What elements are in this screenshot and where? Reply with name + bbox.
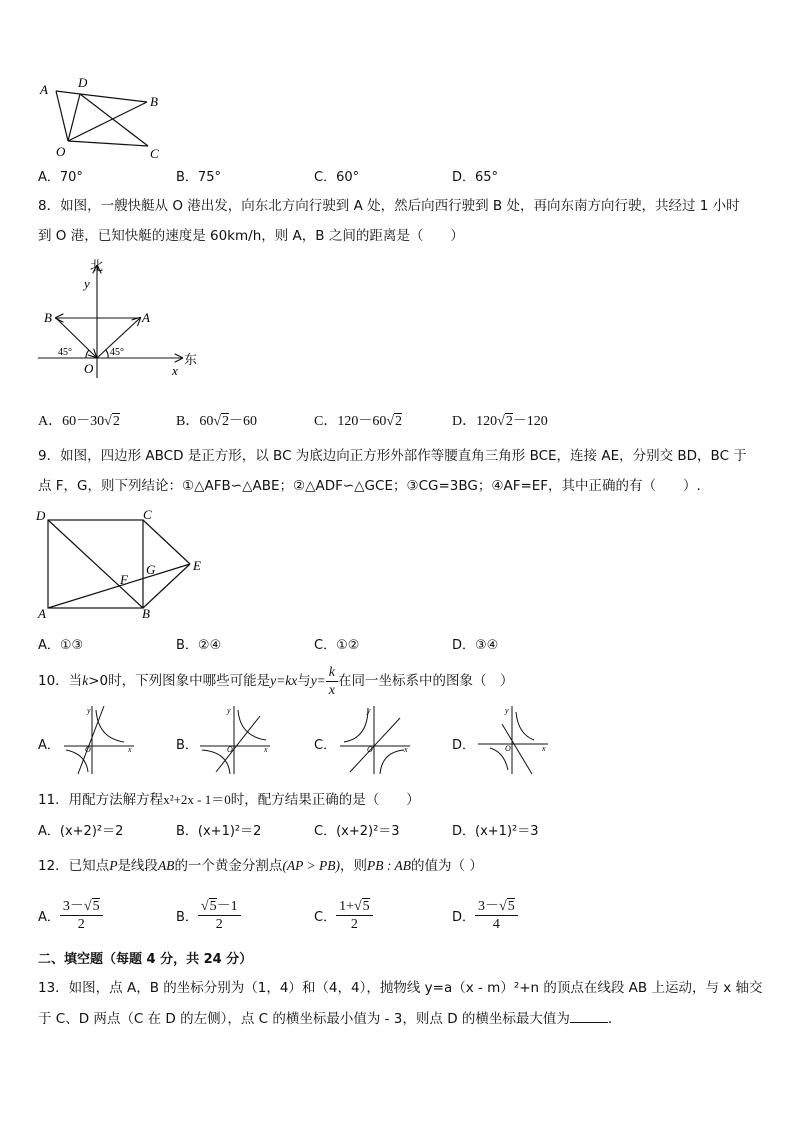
q8-option-d: D．120√2－120 (452, 414, 548, 429)
q10-graph-c (338, 704, 416, 776)
q8-angle-right: 45° (110, 347, 124, 358)
q8-y-label: y (84, 276, 90, 291)
q13-text-line2: 于 C、D 两点（C 在 D 的左侧），点 C 的横坐标最小值为 - 3，则点 D 的横坐标最大值为 . (38, 1008, 612, 1029)
q9-label-a: A (38, 606, 46, 621)
q8-option-a: A．60－30√2 (38, 414, 120, 429)
svg-text:x: x (404, 745, 408, 754)
q12-text: 12．已知点P是线段AB的一个黄金分割点(AP > PB)，则PB : AB的值为（ ） (38, 858, 483, 874)
q9-option-b: B．②④ (176, 638, 222, 653)
q10-text: 10．当k>0时，下列图象中哪些可能是y=kx与y= $\frac{k}{x}$ 在同一坐标系中的图象（ ） (38, 664, 514, 698)
svg-text:y: y (367, 706, 371, 715)
q8-east-label: 东 (184, 352, 198, 367)
q9-label-g: G (146, 562, 156, 577)
q8-label-b: B (44, 310, 52, 325)
q8-x-label: x (172, 363, 178, 378)
svg-text:y: y (505, 706, 509, 715)
svg-text:O: O (227, 745, 233, 754)
svg-text:O: O (505, 744, 511, 753)
q9-text-line1: 9．如图，四边形 ABCD 是正方形，以 BC 为底边向正方形外部作等腰直角三角形 BCE，连接 AE，分别交 BD，BC 于 (38, 448, 747, 464)
q10-option-d-label: D． (452, 738, 476, 753)
q7-option-d: D．65° (452, 170, 499, 185)
q10-option-c-label: C． (314, 738, 337, 753)
q7-label-a: A (40, 82, 48, 97)
q9-option-a: A．①③ (38, 638, 84, 653)
svg-text:O: O (367, 745, 373, 754)
q9-label-f: F (120, 572, 128, 587)
q12-option-d: D． $\frac{3-√5}{4}$ (452, 898, 518, 933)
q8-angle-left: 45° (58, 347, 72, 358)
q8-label-o: O (84, 361, 94, 376)
q8-text-line2: 到 O 港，已知快艇的速度是 60km/h，则 A，B 之间的距离是（ ） (38, 228, 464, 244)
q11-option-d: D．(x+1)²＝3 (452, 824, 539, 839)
q8-figure (30, 258, 210, 380)
q9-option-d: D．③④ (452, 638, 499, 653)
svg-text:x: x (542, 744, 546, 753)
svg-text:y: y (227, 706, 231, 715)
svg-text:y: y (87, 706, 91, 715)
q7-label-b: B (150, 94, 158, 109)
q10-option-a-label: A． (38, 738, 60, 753)
q12-option-b: B． $\frac{√5-1}{2}$ (176, 898, 241, 933)
svg-text:x: x (128, 745, 132, 754)
q10-graph-a (62, 704, 140, 776)
svg-text:x: x (264, 745, 268, 754)
q10-option-b-label: B． (176, 738, 198, 753)
svg-text:O: O (85, 745, 91, 754)
q11-option-a: A．(x+2)²＝2 (38, 824, 124, 839)
q8-text-line1: 8．如图，一艘快艇从 O 港出发，向东北方向行驶到 A 处，然后向西行驶到 B 处，再向东南方向行驶，共经过 1 小时 (38, 198, 740, 214)
q10-graph-d (476, 704, 554, 776)
q13-answer-blank[interactable] (570, 1008, 608, 1023)
q7-label-d: D (78, 75, 88, 90)
q7-option-b: B．75° (176, 170, 221, 185)
q11-option-c: C．(x+2)²＝3 (314, 824, 400, 839)
q9-label-c: C (143, 507, 152, 522)
q9-option-c: C．①② (314, 638, 360, 653)
q11-option-b: B．(x+1)²＝2 (176, 824, 262, 839)
q12-option-c: C． $\frac{1+√5}{2}$ (314, 898, 373, 933)
q8-option-c: C．120－60√2 (314, 414, 403, 429)
q9-text-line2: 点 F，G，则下列结论：①△AFB∽△ABE；②△ADF∽△GCE；③CG=3BG；④AF=EF，其中正确的有（ ）. (38, 478, 701, 494)
q8-label-a: A (142, 310, 150, 325)
q7-label-c: C (150, 146, 159, 160)
q11-text: 11．用配方法解方程x²+2x - 1＝0时，配方结果正确的是（ ） (38, 792, 420, 808)
q9-label-b: B (142, 606, 150, 621)
q8-option-b: B．60√2－60 (176, 414, 258, 429)
q7-label-o: O (56, 144, 66, 159)
q9-figure (30, 506, 220, 622)
q7-option-c: C．60° (314, 170, 360, 185)
q8-north-label: 北 (90, 258, 104, 273)
q9-label-d: D (36, 508, 46, 523)
q12-option-a: A． $\frac{3-√5}{2}$ (38, 898, 103, 933)
q10-graph-b (198, 704, 276, 776)
q7-figure (30, 74, 170, 160)
q13-text-line1: 13．如图，点 A，B 的坐标分别为（1，4）和（4，4），抛物线 y=a（x - m）²+n 的顶点在线段 AB 上运动，与 x 轴交 (38, 980, 763, 996)
section-heading: 二、填空题（每题 4 分，共 24 分） (38, 952, 253, 967)
q7-option-a: A．70° (38, 170, 83, 185)
q9-label-e: E (193, 558, 201, 573)
